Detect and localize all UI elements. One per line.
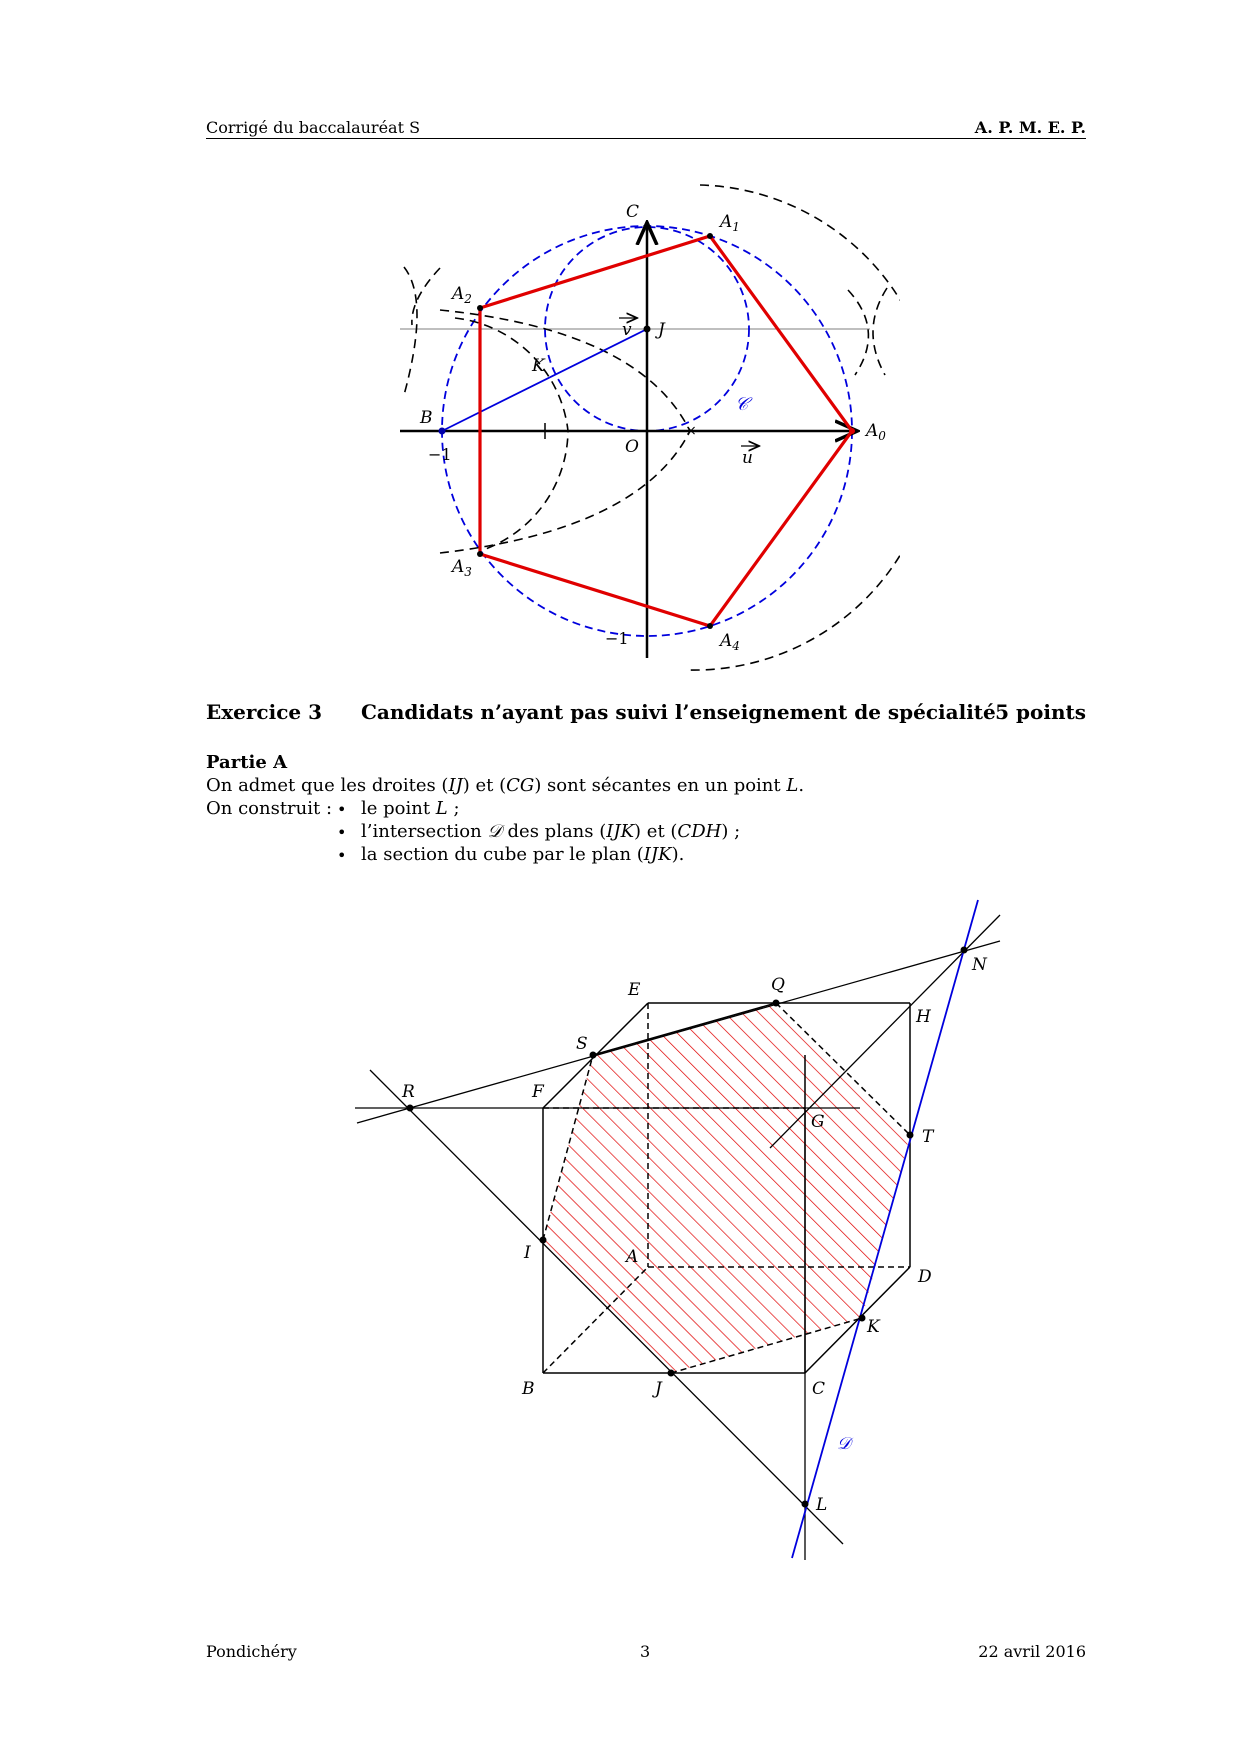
exercise-points: 5 points bbox=[995, 700, 1086, 724]
label-f: F bbox=[532, 1082, 544, 1102]
construct-label: On construit : bbox=[206, 798, 333, 819]
label-h: H bbox=[916, 1007, 931, 1027]
label-j: J bbox=[655, 1379, 662, 1399]
label-k: K bbox=[867, 1317, 880, 1337]
label-l: L bbox=[816, 1495, 828, 1515]
cross-mark: × bbox=[685, 423, 697, 439]
point-a1 bbox=[707, 233, 713, 239]
point-b bbox=[439, 428, 446, 435]
bullet-dot: • bbox=[337, 846, 347, 865]
pentagon-construction-figure bbox=[380, 180, 900, 680]
bullet-2: l’intersection 𝒟 des plans (IJK) et (CDH) ; bbox=[361, 821, 741, 842]
label-a3: $A_3$ bbox=[452, 557, 472, 579]
point-n bbox=[961, 947, 968, 954]
point-r bbox=[407, 1105, 414, 1112]
label-j: J bbox=[658, 320, 665, 340]
label-c: C bbox=[626, 202, 640, 222]
header-left: Corrigé du baccalauréat S bbox=[206, 118, 421, 137]
label-k: K bbox=[532, 356, 545, 376]
label-circle-c: 𝒞 bbox=[735, 394, 749, 415]
header-right: A. P. M. E. P. bbox=[974, 118, 1086, 137]
point-j bbox=[668, 1370, 675, 1377]
bullet-1: le point L ; bbox=[361, 798, 460, 819]
label-u: u bbox=[742, 448, 753, 468]
label-a2: $A_2$ bbox=[452, 284, 472, 306]
label-t: T bbox=[922, 1127, 934, 1147]
header-rule bbox=[206, 138, 1086, 139]
label-s: S bbox=[576, 1034, 588, 1054]
segment-bj bbox=[442, 329, 647, 431]
point-s bbox=[590, 1052, 597, 1059]
label-g: G bbox=[811, 1112, 825, 1132]
label-e: E bbox=[628, 980, 641, 1000]
point-i bbox=[540, 1237, 547, 1244]
label-o: O bbox=[625, 437, 639, 457]
label-v: v bbox=[622, 320, 632, 340]
bullet-dot: • bbox=[337, 823, 347, 842]
label-d-line: 𝒟 bbox=[837, 1434, 851, 1454]
label-b: B bbox=[420, 408, 433, 428]
label-a0: $A_0$ bbox=[866, 421, 886, 443]
label-a4: $A_4$ bbox=[720, 631, 740, 653]
partie-a-heading: Partie A bbox=[206, 752, 288, 773]
footer-left: Pondichéry bbox=[206, 1642, 297, 1661]
label-c: C bbox=[812, 1379, 826, 1399]
point-t bbox=[907, 1132, 914, 1139]
cube-section-figure bbox=[340, 890, 1020, 1560]
construction-arc-left-1 bbox=[404, 267, 417, 395]
exercise-number: Exercice 3 bbox=[206, 700, 322, 724]
point-j bbox=[644, 326, 651, 333]
construction-arc-right-1 bbox=[848, 290, 868, 375]
bullet-dot: • bbox=[337, 800, 347, 819]
point-a0 bbox=[849, 428, 855, 434]
point-k bbox=[859, 1315, 866, 1322]
exercise-title: Candidats n’ayant pas suivi l’enseignement de spécialité bbox=[361, 700, 996, 724]
label-n: N bbox=[972, 955, 987, 975]
point-a2 bbox=[477, 305, 483, 311]
label-b: B bbox=[522, 1379, 535, 1399]
footer-right: 22 avril 2016 bbox=[978, 1642, 1086, 1661]
cube-section-hatch bbox=[543, 1003, 910, 1373]
footer-page-number: 3 bbox=[640, 1642, 651, 1661]
label-i: I bbox=[524, 1243, 531, 1263]
label-d: D bbox=[918, 1267, 932, 1287]
label-q: Q bbox=[771, 975, 785, 995]
bullet-3: la section du cube par le plan (IJK). bbox=[361, 844, 685, 865]
partie-a-line1: On admet que les droites (IJ) et (CG) sont sécantes en un point L. bbox=[206, 775, 805, 796]
label-a1: $A_1$ bbox=[720, 212, 740, 234]
construction-arc-right-2 bbox=[873, 288, 887, 375]
label-a: A bbox=[626, 1247, 639, 1267]
point-a3 bbox=[477, 551, 483, 557]
point-l bbox=[802, 1501, 809, 1508]
point-a4 bbox=[707, 623, 713, 629]
label-minus1-x: −1 bbox=[428, 445, 452, 464]
label-r: R bbox=[402, 1082, 415, 1102]
label-minus1-y: −1 bbox=[605, 629, 629, 648]
construction-arc-k bbox=[455, 318, 568, 551]
point-q bbox=[773, 1000, 780, 1007]
